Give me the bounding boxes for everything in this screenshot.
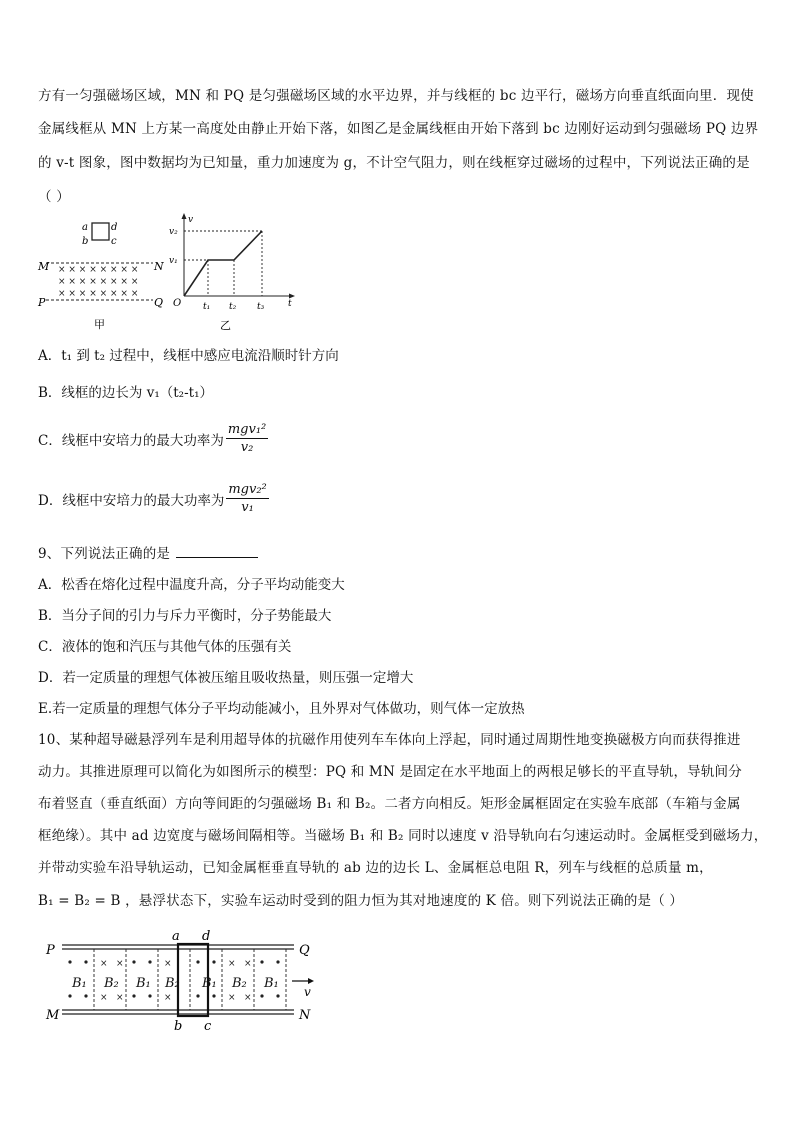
svg-text:×: × <box>116 959 124 969</box>
label-v: v <box>304 985 311 999</box>
v1-label: v₁ <box>169 256 178 266</box>
field-label-b1-4: B₁ <box>264 976 279 991</box>
field-label-b1-3: B₁ <box>202 976 217 991</box>
field-label-b1-1: B₁ <box>72 976 87 991</box>
field-label-b2-1: B₂ <box>104 976 119 991</box>
figure-yi-vt-graph <box>168 210 298 338</box>
label-d: d <box>202 929 211 944</box>
label-b: b <box>174 1019 183 1034</box>
axis-t-label: t <box>288 299 292 309</box>
label-M: M <box>46 1008 60 1023</box>
q10-line-3: 布着竖直（垂直纸面）方向等间距的匀强磁场 B₁ 和 B₂。二者方向相反。矩形金属框固定在实验车底部（车箱与金属 <box>38 796 741 812</box>
q9-stem <box>38 542 258 562</box>
q9-option-c: C．液体的饱和汽压与其他气体的压强有关 <box>38 639 292 655</box>
fig-jia-corner-c: c <box>111 236 117 247</box>
q8-option-c-fraction <box>226 422 268 457</box>
figure-jia <box>36 214 166 332</box>
q8-option-d <box>38 484 269 519</box>
axis-v-label: v <box>188 215 194 225</box>
origin-label: O <box>173 298 182 309</box>
svg-text:×: × <box>116 993 124 1003</box>
fig-yi-caption: 乙 <box>220 319 231 332</box>
fig-jia-label-Q: Q <box>154 296 164 309</box>
q10-line-4: 框绝缘）。其中 ad 边宽度与磁场间隔相等。当磁场 B₁ 和 B₂ 同时以速度 v 沿导轨向右匀速运动时。金属框受到磁场力， <box>38 828 768 844</box>
svg-text:×: × <box>244 993 252 1003</box>
q9-option-b: B．当分子间的引力与斥力平衡时，分子势能最大 <box>38 608 332 624</box>
metal-frame <box>92 223 109 240</box>
fig-jia-corner-a: a <box>82 222 88 233</box>
t-axis-arrow <box>289 294 295 299</box>
label-a: a <box>172 929 180 944</box>
fig-jia-corner-d: d <box>111 222 118 233</box>
fig-jia-label-N: N <box>154 260 164 273</box>
fig-jia-corner-b: b <box>82 236 89 247</box>
svg-text:×: × <box>244 959 252 969</box>
fig-jia-caption: 甲 <box>94 318 105 331</box>
q8-line-3: 的 v-t 图象，图中数据均为已知量，重力加速度为 g，不计空气阻力，则在线框穿过磁场的过程中，下列说法正确的是 <box>38 155 750 171</box>
q8-option-c-denominator: v₂ <box>240 440 254 455</box>
q8-option-b: B．线框的边长为 v₁（t₂-t₁） <box>38 385 213 401</box>
q8-answer-paren: （ ） <box>38 189 70 205</box>
svg-text:× × × × × × × ×: × × × × × × × × <box>58 277 139 287</box>
figure-maglev-track <box>44 926 334 1038</box>
q10-line-5: 并带动实验车沿导轨运动，已知金属框垂直导轨的 ab 边的边长 L、金属框总电阻 R，列车与线框的总质量 m， <box>38 860 713 876</box>
field-label-b1-2: B₁ <box>136 976 151 991</box>
q10-line-2: 动力。其推进原理可以简化为如图所示的模型：PQ 和 MN 是固定在水平地面上的两根足够长的平直导轨，导轨间分 <box>38 764 742 780</box>
q8-option-a: A．t₁ 到 t₂ 过程中，线框中感应电流沿顺时针方向 <box>38 348 339 364</box>
svg-text:×: × <box>100 959 108 969</box>
v2-label: v₂ <box>169 227 178 237</box>
q8-line-1: 方有一匀强磁场区域，MN 和 PQ 是匀强磁场区域的水平边界，并与线框的 bc 边平行，磁场方向垂直纸面向里．现使 <box>38 88 754 104</box>
v-axis-arrow <box>182 213 187 219</box>
label-N: N <box>299 1008 311 1023</box>
fig-jia-label-M: M <box>38 260 50 273</box>
q8-option-d-label: D．线框中安培力的最大功率为 <box>38 493 225 509</box>
q9-option-a: A．松香在熔化过程中温度升高，分子平均动能变大 <box>38 577 345 593</box>
q8-option-d-numerator: mgv₂² <box>228 482 267 497</box>
label-P: P <box>46 943 55 958</box>
q8-option-c-label: C．线框中安培力的最大功率为 <box>38 433 224 449</box>
q8-option-d-fraction <box>226 482 268 517</box>
svg-text:×: × <box>164 993 172 1003</box>
svg-text:×: × <box>228 959 236 969</box>
q9-answer-blank <box>176 545 258 558</box>
svg-text:×: × <box>100 993 108 1003</box>
fig-jia-label-P: P <box>38 296 46 309</box>
q8-option-c <box>38 424 268 459</box>
label-Q: Q <box>299 943 310 958</box>
svg-text:×: × <box>164 959 172 969</box>
q10-line-6: B₁ = B₂ = B ，悬浮状态下，实验车运动时受到的阻力恒为其对地速度的 K 倍。则下列说法正确的是（ ） <box>38 893 684 909</box>
svg-text:× × × × × × × ×: × × × × × × × × <box>58 289 139 299</box>
t3-label: t₃ <box>257 302 265 312</box>
vt-curve <box>184 231 262 296</box>
label-c: c <box>204 1019 212 1034</box>
t2-label: t₂ <box>229 302 237 312</box>
q9-option-d: D．若一定质量的理想气体被压缩且吸收热量，则压强一定增大 <box>38 670 414 686</box>
q9-option-e: E.若一定质量的理想气体分子平均动能减小，且外界对气体做功，则气体一定放热 <box>38 701 525 717</box>
magnetic-field-crosses <box>58 265 138 299</box>
q8-option-d-denominator: v₁ <box>241 500 254 515</box>
q9-stem-text: 9、下列说法正确的是 <box>38 546 171 562</box>
q8-option-c-numerator: mgv₁² <box>227 422 267 437</box>
q10-line-1: 10、某种超导磁悬浮列车是利用超导体的抗磁作用使列车车体向上浮起，同时通过周期性地变换磁极方向而获得推进 <box>38 732 741 748</box>
q8-line-2: 金属线框从 MN 上方某一高度处由静止开始下落，如图乙是金属线框由开始下落到 bc 边刚好运动到匀强磁场 PQ 边界 <box>38 121 759 137</box>
field-label-b2-2: B₂ <box>165 976 180 991</box>
field-label-b2-3: B₂ <box>232 976 247 991</box>
svg-text:× × × × × × × ×: × × × × × × × × <box>58 265 139 275</box>
svg-text:×: × <box>228 993 236 1003</box>
t1-label: t₁ <box>203 302 211 312</box>
